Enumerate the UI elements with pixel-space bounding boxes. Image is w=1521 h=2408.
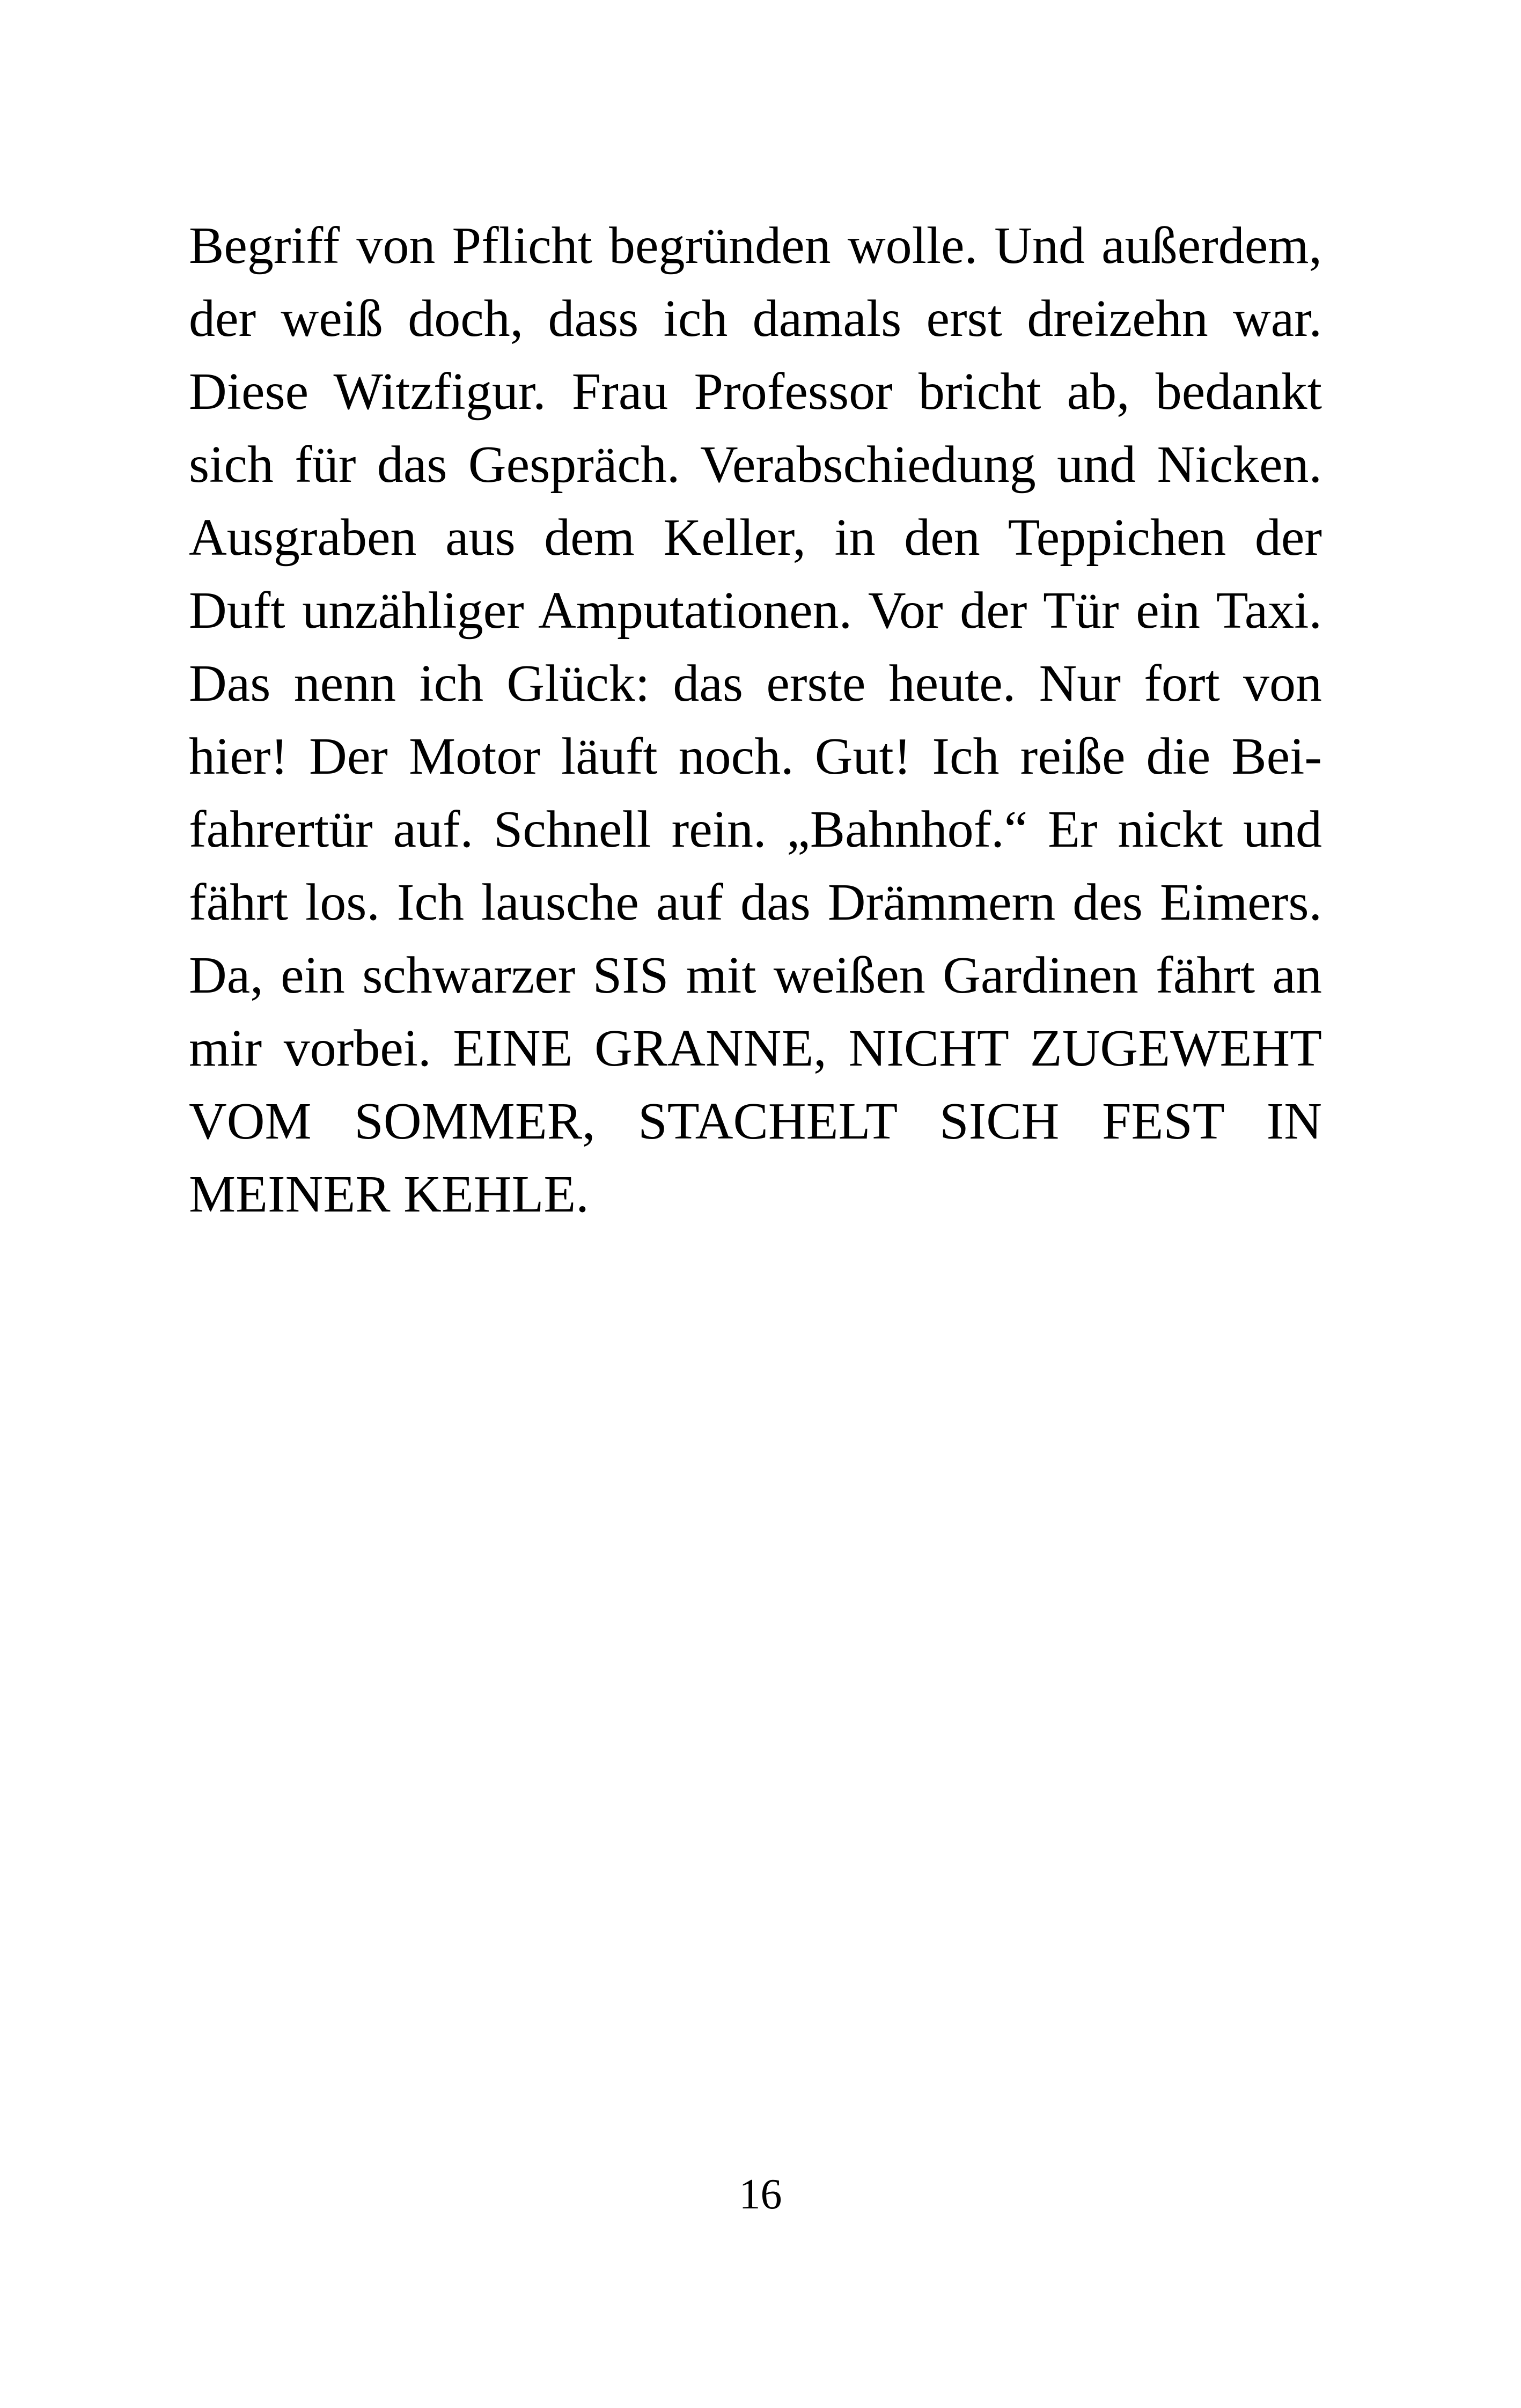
text-line: fahrertür auf. Schnell rein. „Bahnhof.“ Er nickt und bbox=[189, 801, 1322, 858]
text-line: hier! Der Motor läuft noch. Gut! Ich reiße die Bei- bbox=[189, 728, 1322, 785]
text-line: Duft unzähliger Amputationen. Vor der Tür ein Taxi. bbox=[189, 582, 1322, 640]
body-text bbox=[189, 209, 1322, 1231]
text-line: MEINER KEHLE. bbox=[189, 1165, 589, 1223]
text-line: Begriff von Pflicht begründen wolle. Und außerdem, bbox=[189, 217, 1322, 275]
text-line: Ausgraben aus dem Keller, in den Teppichen der bbox=[189, 509, 1322, 567]
text-line: fährt los. Ich lausche auf das Drämmern des Eimers. bbox=[189, 873, 1322, 931]
text-line: sich für das Gespräch. Verabschiedung und Nicken. bbox=[189, 436, 1322, 494]
text-line: mir vorbei. EINE GRANNE, NICHT ZUGEWEHT bbox=[189, 1019, 1322, 1077]
text-line: Das nenn ich Glück: das erste heute. Nur fort von bbox=[189, 655, 1322, 713]
text-line: VOM SOMMER, STACHELT SICH FEST IN bbox=[189, 1092, 1322, 1150]
text-line: Da, ein schwarzer SIS mit weißen Gardinen fährt an bbox=[189, 946, 1322, 1004]
page-number: 16 bbox=[739, 2171, 782, 2218]
text-line: Diese Witzfigur. Frau Professor bricht ab, bedankt bbox=[189, 363, 1322, 421]
text-line: der weiß doch, dass ich damals erst dreizehn war. bbox=[189, 290, 1322, 348]
